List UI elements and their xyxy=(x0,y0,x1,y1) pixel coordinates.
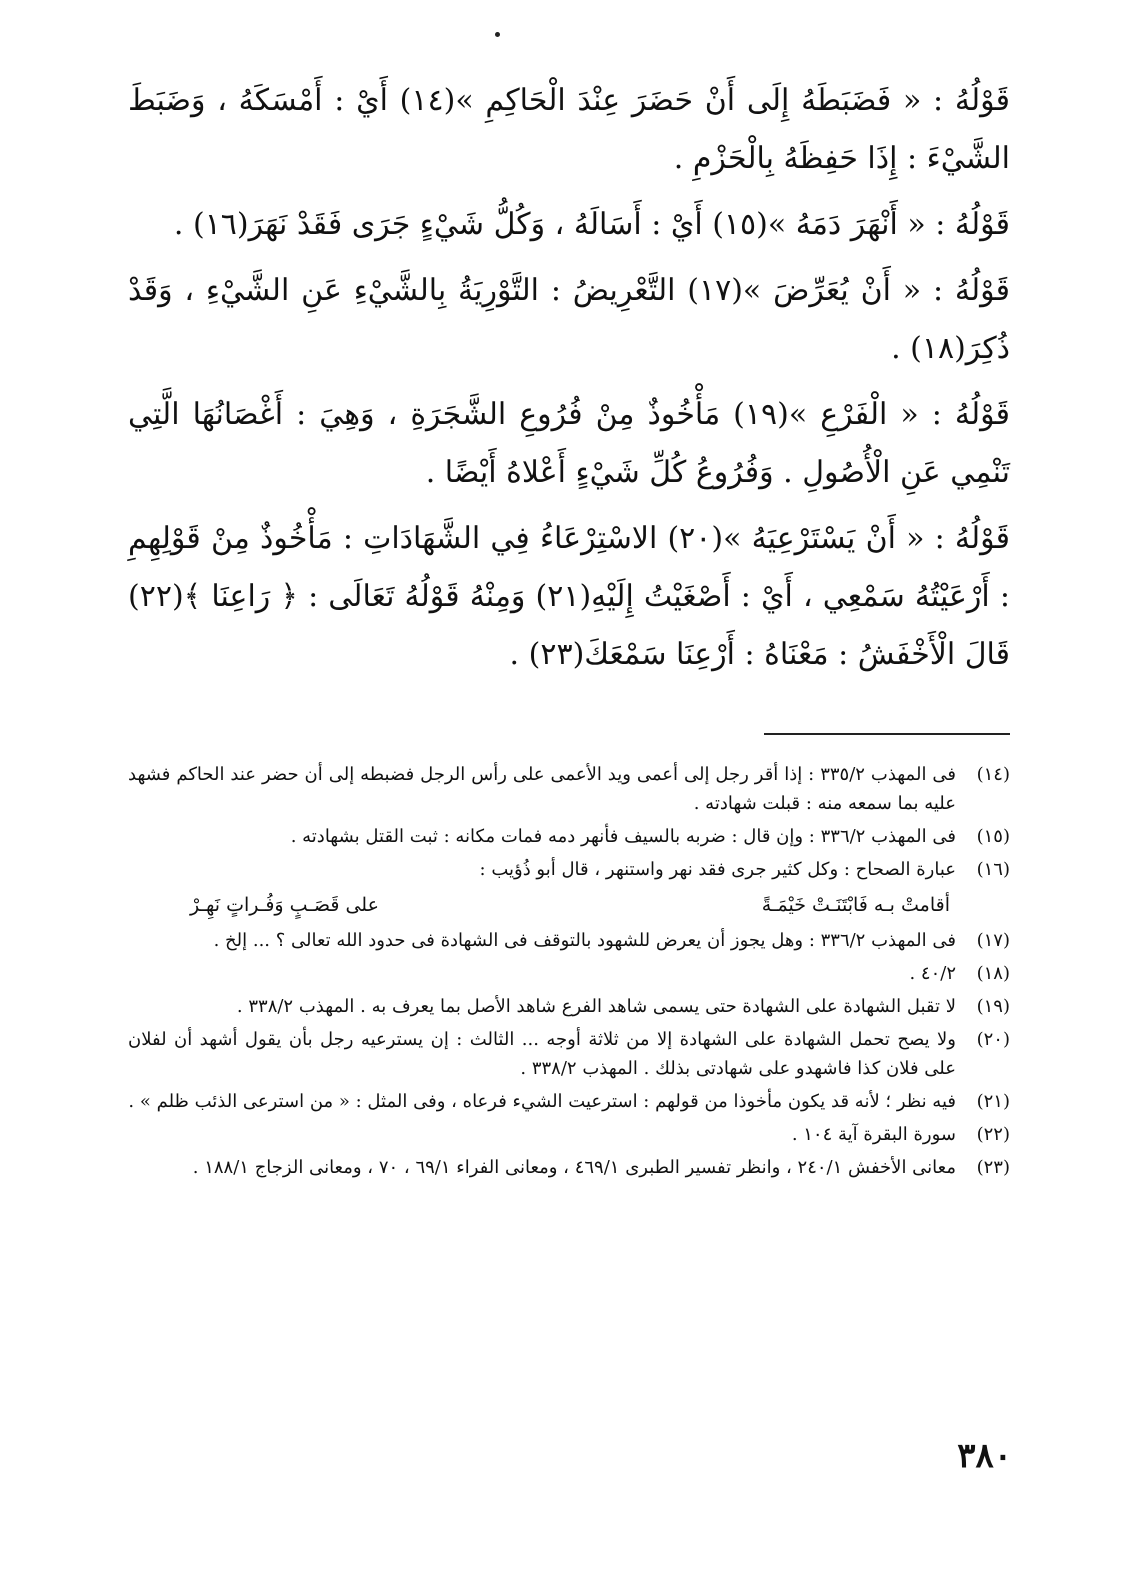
footnote-number: (١٨) xyxy=(976,963,1010,984)
footnote-number: (١٤) xyxy=(976,764,1010,785)
footnote-item xyxy=(128,855,1010,884)
footnote-divider xyxy=(764,733,1010,735)
footnote-number: (١٧) xyxy=(976,930,1010,951)
poetry-verse xyxy=(190,890,950,920)
footnote-item xyxy=(128,760,1010,818)
paragraph-14: قَوْلُهُ : « فَضَبَطَهُ إِلَى أَنْ حَضَرَ عِنْدَ الْحَاكِمِ »(١٤) أَيْ : أَمْسَكَهُ ، وَضَبَطَ الشَّيْءَ : إِذَا حَفِظَهُ بِالْحَزْمِ . xyxy=(128,83,1010,176)
footnote-item xyxy=(128,926,1010,955)
main-text xyxy=(128,72,1010,692)
footnote-text: عبارة الصحاح : وكل كثير جرى فقد نهر واستنهر ، قال أبو ذُؤيب : xyxy=(479,859,956,880)
footnote-item xyxy=(128,1153,1010,1182)
footnote-text: فى المهذب ٣٣٥/٢ : إذا أقر رجل إلى أعمى ويد الأعمى على رأس الرجل فضبطه إلى أن حضر عند الحاكم فشهد عليه بما سمعه منه : قبلت شهادته . xyxy=(128,764,956,814)
verse-first-hemistich: أقامتْ بـه فَابْتَنَـتْ خَيْمَـةً xyxy=(761,894,950,916)
footnote-number: (٢٣) xyxy=(976,1157,1010,1178)
page-number: ٣٨٠ xyxy=(957,1436,1012,1476)
paragraph-20: قَوْلُهُ : « أَنْ يَسْتَرْعِيَهُ »(٢٠) الاسْتِرْعَاءُ فِي الشَّهَادَاتِ : مَأْخُوذٌ مِنْ قَوْلِهِمِ : أَرْعَيْتُهُ سَمْعِي ، أَيْ : أَصْغَيْتُ إِلَيْهِ(٢١) وَمِنْهُ قَوْلُهُ تَعَالَى : ﴿ رَاعِنَا ﴾(٢٢) قَالَ الْأَخْفَشُ : مَعْنَاهُ : أَرْعِنَا سَمْعَكَ(٢٣) . xyxy=(128,521,1010,672)
footnote-text: فى المهذب ٣٣٦/٢ : وهل يجوز أن يعرض للشهود بالتوقف فى الشهادة فى حدود الله تعالى ؟ ... إلخ . xyxy=(213,930,956,951)
footnotes xyxy=(128,760,1010,1186)
verse-second-hemistich: على قَصَـبٍ وَفُـراتٍ نَهِـرْ xyxy=(190,894,379,916)
ink-dot xyxy=(495,32,500,37)
paragraph-17: قَوْلُهُ : « أَنْ يُعَرِّضَ »(١٧) التَّعْرِيضُ : التَّوْرِيَةُ بِالشَّيْءِ عَنِ الشَّيْءِ ، وَقَدْ ذُكِرَ(١٨) . xyxy=(128,273,1010,366)
footnote-number: (١٦) xyxy=(976,859,1010,880)
footnote-item xyxy=(128,959,1010,988)
footnote-number: (٢٠) xyxy=(976,1029,1010,1050)
footnote-number: (١٥) xyxy=(976,826,1010,847)
footnote-text: فى المهذب ٣٣٦/٢ : وإن قال : ضربه بالسيف فأنهر دمه فمات مكانه : ثبت القتل بشهادته . xyxy=(290,826,956,847)
paragraph-15: قَوْلُهُ : « أَنْهَرَ دَمَهُ »(١٥) أَيْ : أَسَالَهُ ، وَكُلُّ شَيْءٍ جَرَى فَقَدْ نَهَرَ(١٦) . xyxy=(173,207,1010,242)
footnote-number: (١٩) xyxy=(976,996,1010,1017)
footnote-text: معانى الأخفش ٢٤٠/١ ، وانظر تفسير الطبرى ٤٦٩/١ ، ومعانى الفراء ٦٩/١ ، ٧٠ ، ومعانى الزجاج ١٨٨/١ . xyxy=(192,1157,956,1178)
footnote-text: ٤٠/٢ . xyxy=(909,963,956,984)
footnote-number: (٢٢) xyxy=(976,1124,1010,1145)
footnote-item xyxy=(128,992,1010,1021)
paragraph-19: قَوْلُهُ : « الْفَرْعِ »(١٩) مَأْخُوذٌ مِنْ فُرُوعِ الشَّجَرَةِ ، وَهِيَ : أَغْصَانُهَا الَّتِي تَنْمِي عَنِ الْأُصُولِ . وَفُرُوعُ كُلِّ شَيْءٍ أَعْلاهُ أَيْضًا . xyxy=(128,397,1010,490)
footnote-item xyxy=(128,1120,1010,1149)
footnote-text: ولا يصح تحمل الشهادة على الشهادة إلا من ثلاثة أوجه ... الثالث : إن يسترعيه رجل بأن يقول أشهد أن لفلان على فلان كذا فاشهدو على شهادتى بذلك . المهذب ٣٣٨/٢ . xyxy=(128,1029,956,1079)
footnote-number: (٢١) xyxy=(976,1091,1010,1112)
footnote-text: سورة البقرة آية ١٠٤ . xyxy=(791,1124,956,1145)
footnote-item xyxy=(128,1087,1010,1116)
footnote-text: فيه نظر ؛ لأنه قد يكون مأخوذا من قولهم : استرعيت الشيء فرعاه ، وفى المثل : « من استرعى الذئب ظلم » . xyxy=(128,1091,956,1112)
footnote-item xyxy=(128,822,1010,851)
footnote-item xyxy=(128,1025,1010,1083)
footnote-text: لا تقبل الشهادة على الشهادة حتى يسمى شاهد الفرع شاهد الأصل بما يعرف به . المهذب ٣٣٨/٢ . xyxy=(236,996,956,1017)
